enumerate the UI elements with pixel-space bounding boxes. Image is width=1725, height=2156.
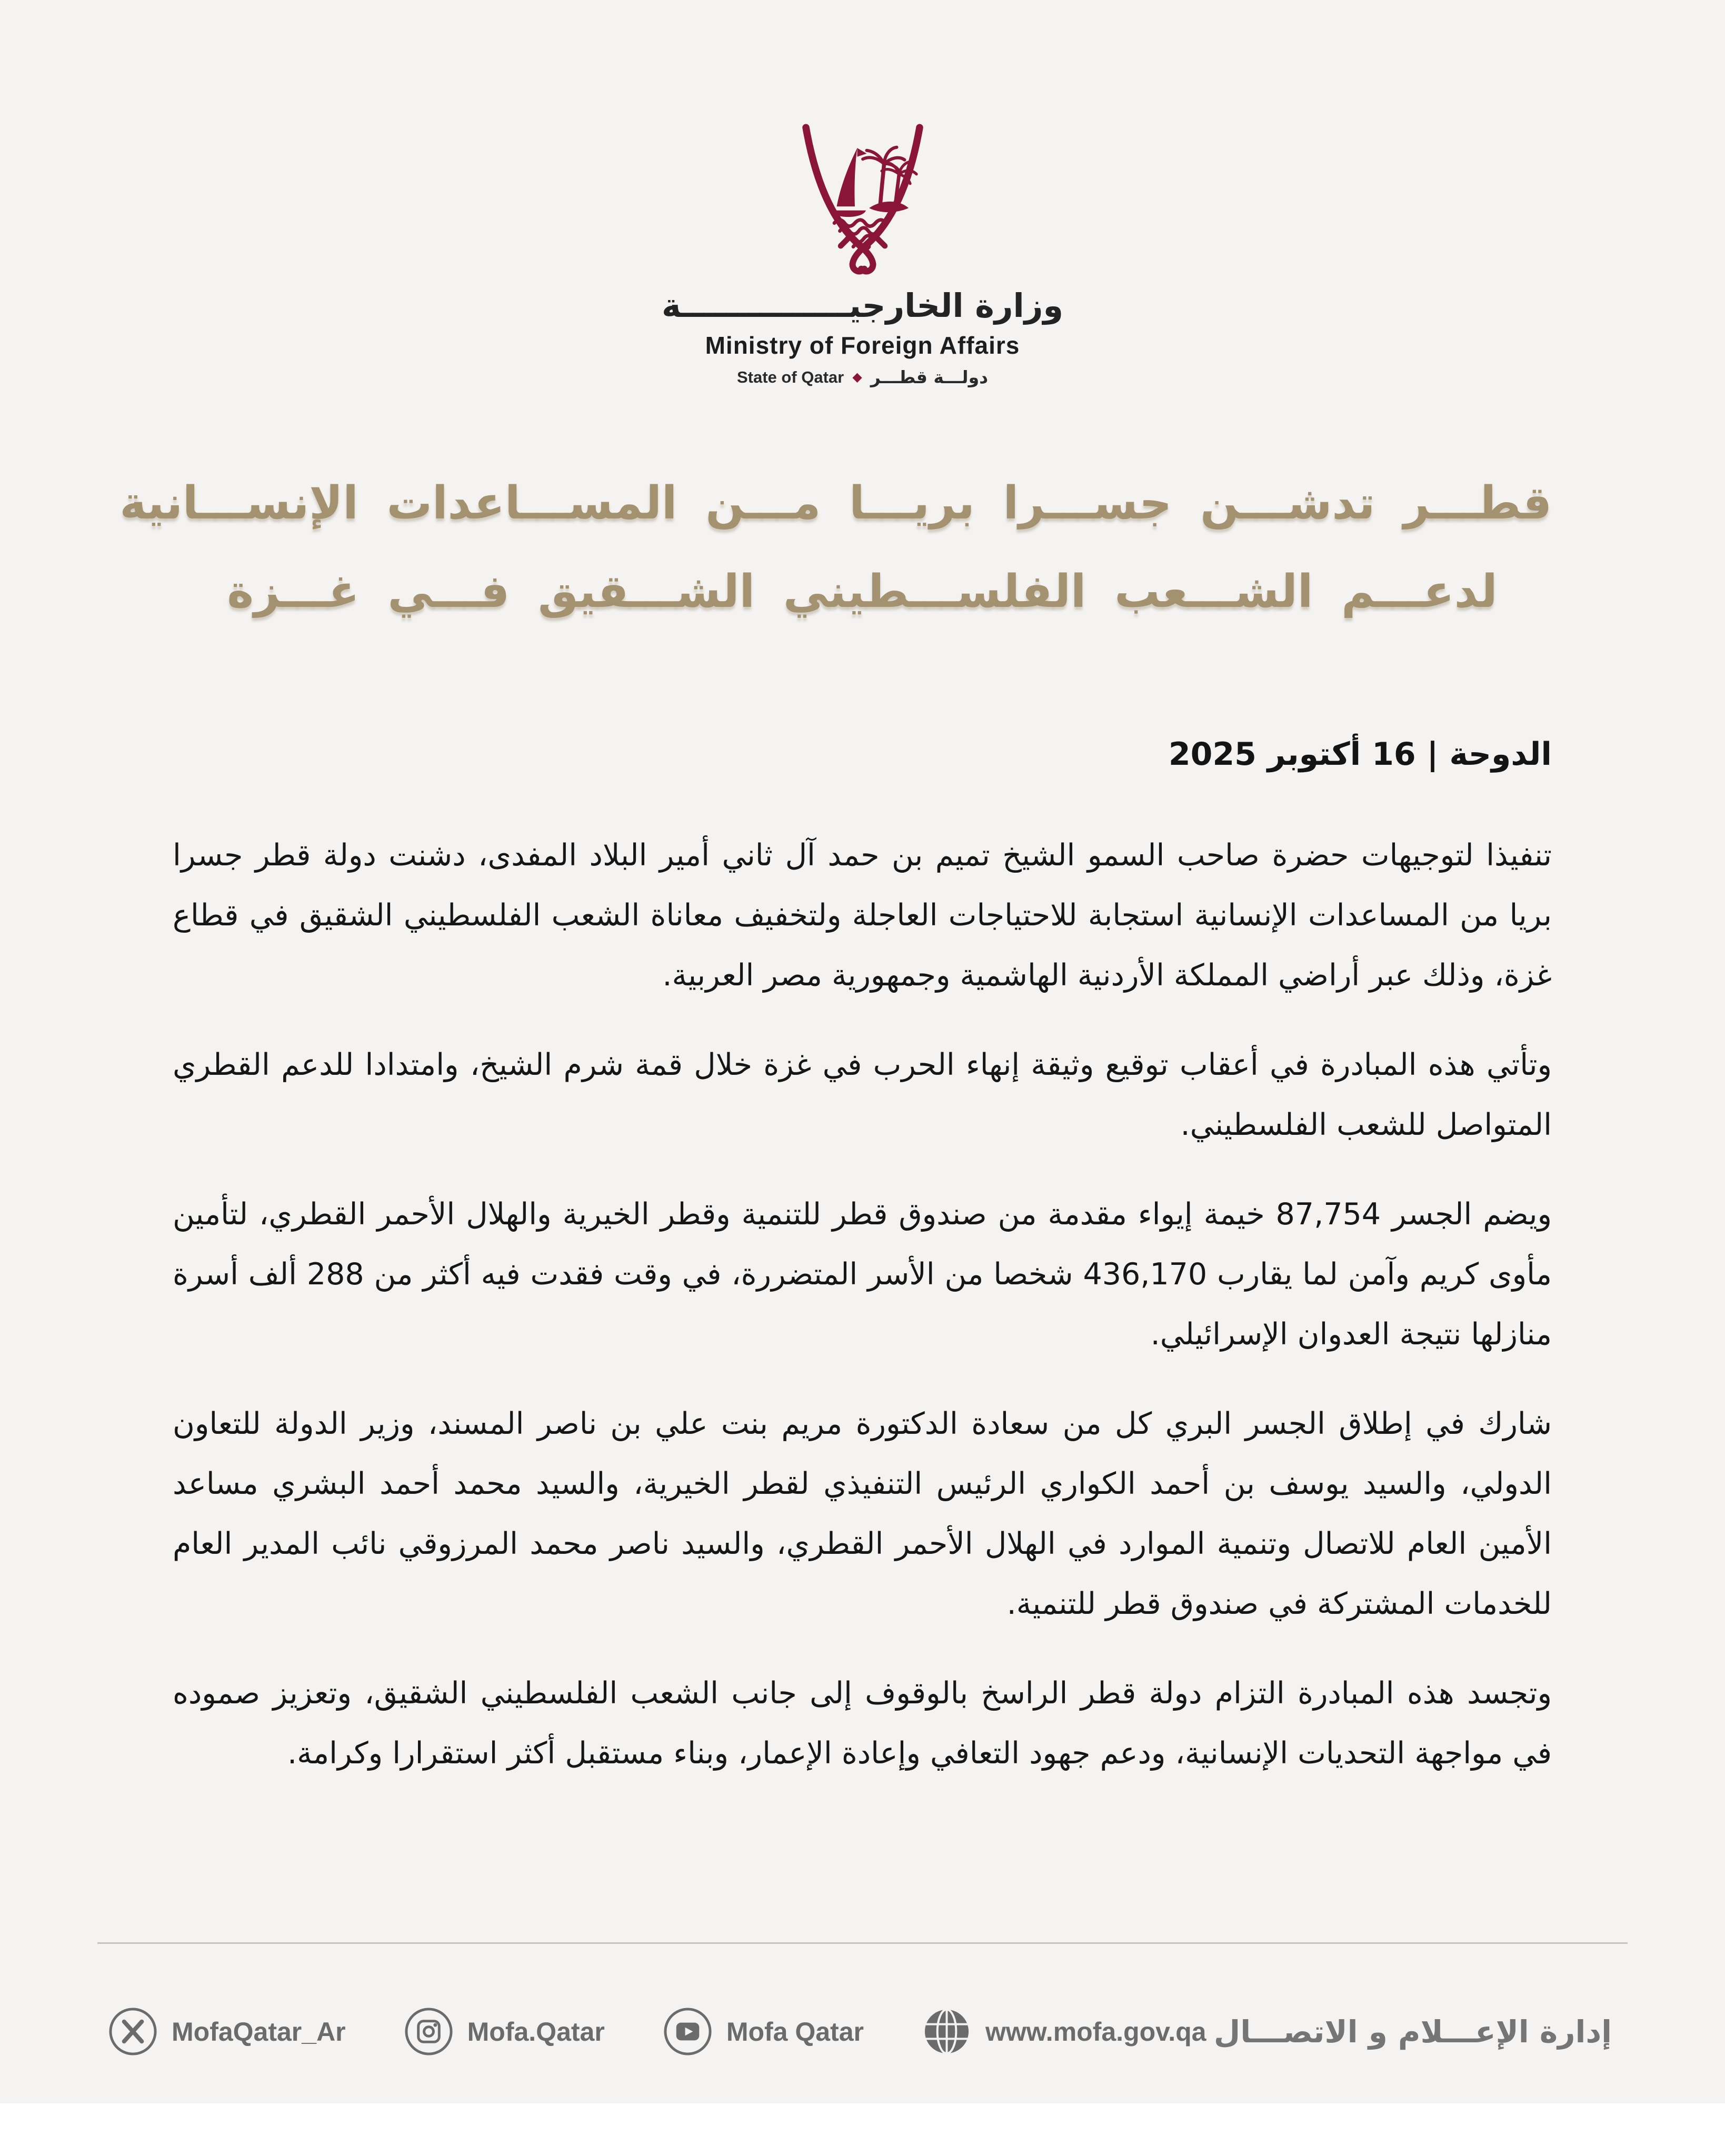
body-paragraph: ويضم الجسر 87,754 خيمة إيواء مقدمة من صندوق قطر للتنمية وقطر الخيرية والهلال الأحمر القطري، لتأمين مأوى كريم وآمن لما يقارب 436,170 شخصا من الأسر المتضررة، في وقت فقدت فيه أكثر من 288 ألف أسرة منازلها نتيجة العدوان الإسرائيلي. bbox=[173, 1197, 1552, 1352]
qatar-mofa-emblem bbox=[784, 115, 942, 277]
release-body bbox=[173, 825, 1552, 1813]
island bbox=[869, 202, 909, 212]
social-handle: Mofa.Qatar bbox=[467, 2017, 605, 2047]
ministry-name-arabic: وزارة الخارجيـــــــــــــــة bbox=[661, 286, 1063, 325]
body-paragraph: وتجسد هذه المبادرة التزام دولة قطر الراسخ بالوقوف إلى جانب الشعب الفلسطيني الشقيق، وتعزيز صموده في مواجهة التحديات الإنسانية، ودعم جهود التعافي وإعادة الإعمار، وبناء مستقبل أكثر استقرارا وكرامة. bbox=[173, 1676, 1552, 1771]
state-of-qatar-english: State of Qatar bbox=[736, 367, 844, 386]
youtube-icon bbox=[663, 2007, 713, 2057]
bottom-white-strip bbox=[0, 2103, 1725, 2156]
release-title bbox=[119, 459, 1552, 636]
state-of-qatar-arabic: دولـــة قطـــر bbox=[870, 367, 989, 387]
sword-right-blade bbox=[865, 127, 920, 246]
footer bbox=[108, 2007, 1612, 2057]
social-link-instagram[interactable] bbox=[404, 2007, 605, 2057]
dateline: الدوحة | 16 أكتوبر 2025 bbox=[1168, 736, 1552, 773]
globe-icon bbox=[922, 2007, 972, 2057]
diamond-separator-icon: ◆ bbox=[852, 370, 862, 384]
instagram-icon bbox=[404, 2007, 454, 2057]
body-paragraph: وتأتي هذه المبادرة في أعقاب توقيع وثيقة إنهاء الحرب في غزة خلال قمة شرم الشيخ، وامتدادا للدعم القطري المتواصل للشعب الفلسطيني. bbox=[173, 1047, 1552, 1142]
ministry-name-english: Ministry of Foreign Affairs bbox=[705, 332, 1020, 359]
emblem-graphic bbox=[784, 115, 942, 277]
dhow-boat bbox=[829, 148, 866, 217]
x-icon bbox=[108, 2007, 158, 2057]
title-line-1: قطـــر تدشـــن جســـرا بريـــا مـــن المســـاعدات الإنســـانية bbox=[119, 477, 1552, 530]
social-links bbox=[108, 2007, 1206, 2057]
body-paragraph: تنفيذا لتوجيهات حضرة صاحب السمو الشيخ تميم بن حمد آل ثاني أمير البلاد المفدى، دشنت دولة قطر جسرا بريا من المساعدات الإنسانية استجابة للاحتياجات العاجلة ولتخفيف معاناة الشعب الفلسطيني الشقيق في قطاع غزة، وذلك عبر أراضي المملكة الأردنية الهاشمية وجمهورية مصر العربية. bbox=[173, 838, 1552, 993]
department-name-arabic: إدارة الإعـــلام و الاتصـــال bbox=[1213, 2013, 1612, 2050]
social-handle: Mofa Qatar bbox=[726, 2017, 864, 2047]
state-of-qatar-line bbox=[0, 367, 1725, 387]
social-link-website[interactable] bbox=[922, 2007, 1206, 2057]
social-link-x[interactable] bbox=[108, 2007, 346, 2057]
body-paragraph: شارك في إطلاق الجسر البري كل من سعادة الدكتورة مريم بنت علي بن ناصر المسند، وزير الدولة للتعاون الدولي، والسيد يوسف بن أحمد الكواري الرئيس التنفيذي لقطر الخيرية، والسيد محمد أحمد البشري مساعد الأمين العام للاتصال وتنمية الموارد في الهلال الأحمر القطري، والسيد ناصر محمد المرزوقي نائب المدير العام للخدمات المشتركة في صندوق قطر للتنمية. bbox=[173, 1406, 1552, 1621]
footer-divider bbox=[97, 1942, 1628, 1944]
header bbox=[0, 115, 1725, 387]
social-handle: www.mofa.gov.qa bbox=[985, 2017, 1206, 2047]
social-link-youtube[interactable] bbox=[663, 2007, 864, 2057]
social-handle: MofaQatar_Ar bbox=[172, 2017, 346, 2047]
title-line-2: لدعـــم الشـــعب الفلســـطيني الشـــقيق فـــي غـــزة bbox=[227, 565, 1498, 618]
